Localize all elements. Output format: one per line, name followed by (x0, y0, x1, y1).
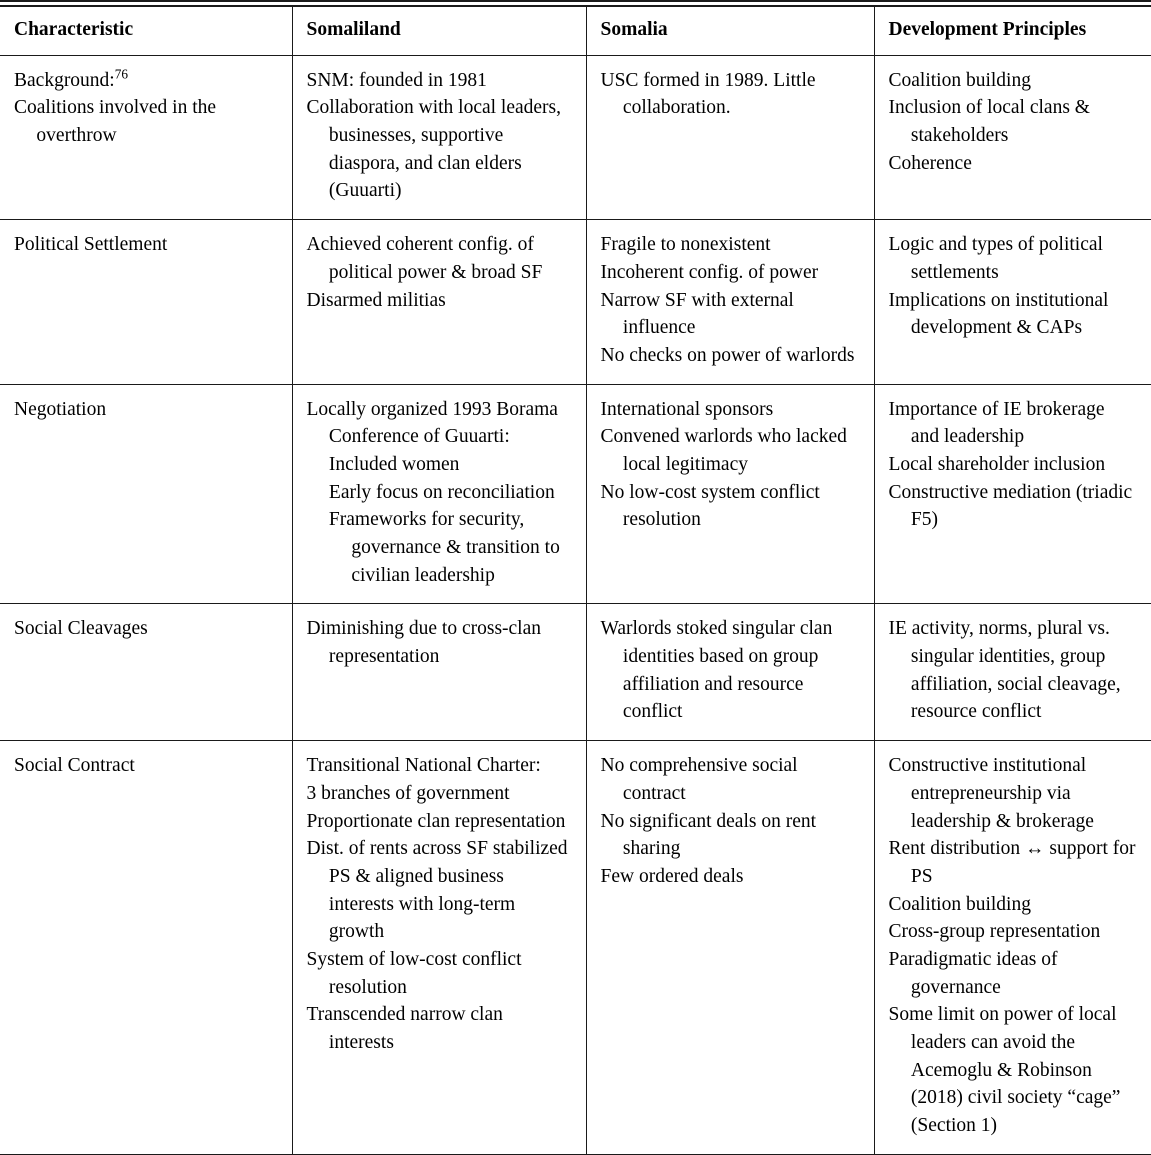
cell-somaliland (292, 384, 586, 604)
cell-line: Cross-group representation (888, 921, 1101, 943)
cell-line: IE activity, norms, plural vs. singular identities, group affiliation, social cleavage, resource conflict (888, 618, 1121, 723)
cell-line: Warlords stoked singular clan identities based on group affiliation and resource conflict (600, 618, 833, 723)
cell-line: No low-cost system conflict resolution (600, 481, 820, 531)
cell-line: Dist. of rents across SF stabilized PS & aligned business interests with long-term growth (306, 838, 568, 943)
cell-development-principles (874, 384, 1151, 604)
cell-line: 3 branches of government (306, 782, 510, 804)
cell-somaliland (292, 55, 586, 219)
cell-somalia (586, 384, 874, 604)
cell-line: Social Contract (14, 755, 135, 777)
cell-line: International sponsors (600, 398, 774, 420)
cell-line: Inclusion of local clans & stakeholders (888, 97, 1090, 147)
cell-line: Coherence (888, 152, 972, 174)
cell-development-principles (874, 604, 1151, 741)
table-header (0, 6, 1151, 55)
cell-line: Coalition building (888, 893, 1031, 915)
cell-line: Narrow SF with external influence (600, 289, 794, 339)
cell-somalia (586, 55, 874, 219)
table-row (0, 220, 1151, 384)
cell-line: Achieved coherent config. of political power & broad SF (306, 234, 543, 283)
header-row (0, 6, 1151, 55)
cell-somaliland (292, 741, 586, 1155)
cell-line: Background:$^{76}$ (14, 66, 128, 91)
table-top-rule (0, 0, 1151, 2)
cell-line: Early focus on reconciliation (328, 481, 555, 503)
cell-line: Transcended narrow clan interests (306, 1004, 503, 1053)
cell-characteristic (0, 384, 292, 604)
cell-line: Constructive mediation (triadic F5) (888, 481, 1133, 531)
cell-somalia (586, 604, 874, 741)
column-header-characteristic: Characteristic (0, 6, 292, 55)
cell-line: Logic and types of political settlements (888, 234, 1103, 283)
cell-characteristic (0, 55, 292, 219)
cell-line: Local shareholder inclusion (888, 453, 1106, 475)
table-row (0, 384, 1151, 604)
table-row (0, 741, 1151, 1155)
somaliland-somalia-comparison-table (0, 5, 1151, 1155)
cell-somaliland (292, 220, 586, 384)
cell-line: Importance of IE brokerage and leadership (888, 398, 1105, 448)
footnote-marker: 76 (114, 66, 128, 82)
cell-line: System of low-cost conflict resolution (306, 948, 522, 998)
cell-development-principles (874, 55, 1151, 219)
column-header-development-principles: Development Principles (874, 6, 1151, 55)
cell-line: Transitional National Charter: (306, 755, 541, 777)
cell-somaliland (292, 604, 586, 741)
cell-line: Few ordered deals (600, 865, 744, 887)
cell-characteristic (0, 604, 292, 741)
cell-characteristic (0, 741, 292, 1155)
cell-line: Collaboration with local leaders, businesses, supportive diaspora, and clan elders (Guuarti) (306, 97, 562, 202)
cell-line: Some limit on power of local leaders can avoid the Acemoglu & Robinson (2018) civil society “cage” (Section 1) (888, 1004, 1121, 1137)
cell-line: Frameworks for security, governance & transition to civilian leadership (328, 509, 560, 586)
cell-line: Coalition building (888, 69, 1031, 91)
cell-line: Rent distribution ↔ support for PS (888, 838, 1136, 887)
cell-line: Constructive institutional entrepreneurship via leadership & brokerage (888, 755, 1094, 832)
column-header-somalia: Somalia (586, 6, 874, 55)
cell-line: Proportionate clan representation (306, 810, 566, 832)
cell-characteristic (0, 220, 292, 384)
cell-line: Paradigmatic ideas of governance (888, 948, 1058, 998)
column-header-somaliland: Somaliland (292, 6, 586, 55)
cell-line: Locally organized 1993 Borama Conference of Guuarti: (306, 398, 558, 448)
cell-line: Included women (328, 453, 460, 475)
cell-line: No comprehensive social contract (600, 755, 798, 804)
cell-line: USC formed in 1989. Little collaboration. (600, 69, 816, 119)
table-row (0, 604, 1151, 741)
cell-line: No checks on power of warlords (600, 344, 855, 366)
cell-line: Incoherent config. of power (600, 261, 819, 283)
table-row (0, 55, 1151, 219)
cell-line: Diminishing due to cross-clan representation (306, 618, 542, 668)
cell-line: No significant deals on rent sharing (600, 810, 817, 860)
cell-line: Negotiation (14, 398, 107, 420)
cell-line: Disarmed militias (306, 289, 446, 311)
cell-line: SNM: founded in 1981 (306, 69, 487, 91)
cell-development-principles (874, 741, 1151, 1155)
cell-line: Coalitions involved in the overthrow (14, 97, 217, 147)
cell-development-principles (874, 220, 1151, 384)
cell-line: Political Settlement (14, 234, 168, 256)
cell-somalia (586, 741, 874, 1155)
cell-line: Social Cleavages (14, 618, 148, 640)
cell-line: Fragile to nonexistent (600, 234, 771, 256)
cell-line: Convened warlords who lacked local legitimacy (600, 426, 847, 475)
table-body (0, 55, 1151, 1154)
cell-line: Implications on institutional development & CAPs (888, 289, 1109, 339)
cell-somalia (586, 220, 874, 384)
